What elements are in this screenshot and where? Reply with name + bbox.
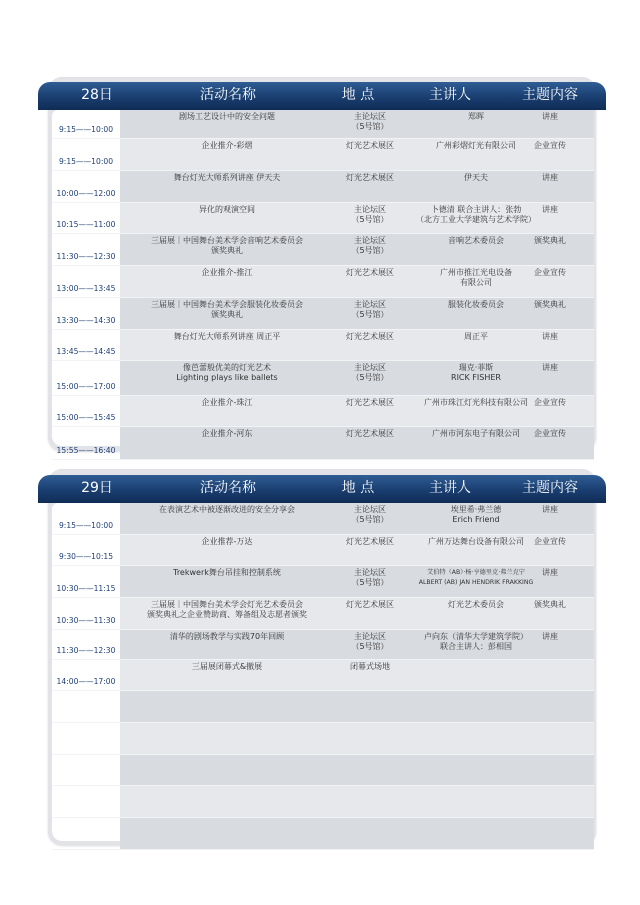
activity-name-cell <box>122 363 332 383</box>
time-slot: 13:00——13:45 <box>56 284 116 293</box>
activity-name-cell <box>122 662 332 672</box>
date-label: 29日 <box>81 480 113 496</box>
location-line: （5号馆） <box>351 215 389 224</box>
table-row <box>52 598 594 630</box>
activity-name-line: 在表演艺术中被逐渐改进的安全分享会 <box>159 505 295 514</box>
table-header-day28 <box>38 82 606 110</box>
header-speaker: 主讲人 <box>429 480 471 496</box>
activity-name-cell <box>122 398 332 408</box>
location-line: 灯光艺术展区 <box>346 173 394 182</box>
activity-name-cell <box>122 600 332 620</box>
topic-cell: 讲座 <box>542 112 558 121</box>
activity-name-line: 企业推介-珠江 <box>201 398 253 407</box>
activity-name-line: 企业推荐-万达 <box>201 537 253 546</box>
time-slot: 13:30——14:30 <box>56 316 116 325</box>
activity-name-cell <box>122 236 332 256</box>
activity-name-line: 企业推介-推江 <box>201 268 253 277</box>
activity-name-cell <box>122 300 332 320</box>
activity-name-cell <box>122 632 332 642</box>
location-line: （5号馆） <box>351 246 389 255</box>
table-row <box>52 503 594 535</box>
activity-name-line: Trekwerk舞台吊挂和控制系统 <box>173 568 281 577</box>
speaker-line: 有限公司 <box>460 278 492 287</box>
topic-cell: 讲座 <box>542 632 558 641</box>
topic-cell: 讲座 <box>542 332 558 341</box>
time-slot: 9:30——10:15 <box>58 552 114 561</box>
time-slot: 9:15——10:00 <box>58 521 114 530</box>
speaker-line: RICK FISHER <box>451 373 501 382</box>
row-background <box>120 691 594 722</box>
speaker-line: 灯光艺术委员会 <box>448 600 504 609</box>
activity-name-line: 舞台灯光大师系列讲座 伊天夫 <box>173 173 281 182</box>
speaker-line: 卢向东（清华大学建筑学院） <box>424 632 528 641</box>
location-line: （5号馆） <box>351 642 389 651</box>
topic-cell: 讲座 <box>542 205 558 214</box>
activity-name-line: 舞台灯光大师系列讲座 周正平 <box>173 332 281 341</box>
activity-name-line: 企业推介-河东 <box>201 429 253 438</box>
table-row <box>52 266 594 298</box>
table-row <box>52 818 594 850</box>
activity-name-cell <box>122 173 332 183</box>
topic-cell: 企业宣传 <box>534 141 566 150</box>
speaker-line: 伊天夫 <box>464 173 488 182</box>
speaker-line: 广州市珠江灯光科技有限公司 <box>424 398 528 407</box>
time-slot: 10:30——11:30 <box>56 616 116 625</box>
time-slot: 15:00——15:45 <box>56 413 116 422</box>
table-header-day29 <box>38 475 606 503</box>
location-line: （5号馆） <box>351 122 389 131</box>
activity-name-line: 三届展闭幕式&撤展 <box>191 662 263 671</box>
schedule-rows-day28 <box>52 110 594 460</box>
location-line: 主论坛区 <box>354 632 386 641</box>
activity-name-cell <box>122 268 332 278</box>
topic-cell: 讲座 <box>542 505 558 514</box>
table-row <box>52 427 594 460</box>
table-row <box>52 755 594 786</box>
location-line: （5号馆） <box>351 578 389 587</box>
activity-name-line: 清华的剧场教学与实践70年回顾 <box>169 632 285 641</box>
topic-cell: 颁奖典礼 <box>534 600 566 609</box>
activity-name-line: 三届展｜中国舞台美术学会灯光艺术委员会 <box>151 600 303 609</box>
speaker-line: ALBERT (AB) JAN HENDRIK FRAKKING <box>418 579 534 586</box>
table-row <box>52 234 594 266</box>
location-line: 灯光艺术展区 <box>346 600 394 609</box>
time-slot: 10:15——11:00 <box>56 220 116 229</box>
activity-name-cell <box>122 112 332 122</box>
row-background <box>120 755 594 785</box>
row-background <box>120 723 594 754</box>
activity-name-cell <box>122 332 332 342</box>
speaker-line: 广州市推江光电设备 <box>440 268 512 277</box>
activity-name-line: 三届展｜中国舞台美术学会服装化妆委员会 <box>151 300 303 309</box>
activity-name-line: 剧场工艺设计中的安全问题 <box>179 112 275 121</box>
speaker-line: 瑞克·菲斯 <box>458 363 494 372</box>
activity-name-line: 像芭蕾般优美的灯光艺术 <box>183 363 271 372</box>
location-line: （5号馆） <box>351 515 389 524</box>
table-row <box>52 171 594 203</box>
topic-cell: 颁奖典礼 <box>534 236 566 245</box>
location-line: 闭幕式场地 <box>350 662 390 671</box>
time-slot: 11:30——12:30 <box>56 646 116 655</box>
header-location: 地 点 <box>341 480 375 496</box>
topic-cell: 颁奖典礼 <box>534 300 566 309</box>
speaker-line: 广州市河东电子有限公司 <box>432 429 520 438</box>
topic-cell: 讲座 <box>542 363 558 372</box>
activity-name-line: 异化的观演空间 <box>199 205 255 214</box>
location-line: 主论坛区 <box>354 205 386 214</box>
time-slot: 9:15——10:00 <box>58 125 114 134</box>
table-row <box>52 361 594 396</box>
activity-name-cell <box>122 505 332 515</box>
time-slot: 15:55——16:40 <box>56 446 116 455</box>
time-slot: 15:00——17:00 <box>56 382 116 391</box>
location-line: 灯光艺术展区 <box>346 141 394 150</box>
location-line: 主论坛区 <box>354 300 386 309</box>
location-line: 灯光艺术展区 <box>346 537 394 546</box>
time-slot: 9:15——10:00 <box>58 157 114 166</box>
location-line: 灯光艺术展区 <box>346 429 394 438</box>
activity-name-cell <box>122 537 332 547</box>
activity-name-cell <box>122 205 332 215</box>
table-row <box>52 566 594 598</box>
speaker-line: 服装化妆委员会 <box>448 300 504 309</box>
location-cell <box>334 662 406 672</box>
speaker-line: Erich Friend <box>452 515 500 524</box>
table-row <box>52 723 594 755</box>
time-slot: 14:00——17:00 <box>56 677 116 686</box>
speaker-line: （北方工业大学建筑与艺术学院） <box>416 215 536 224</box>
location-line: 灯光艺术展区 <box>346 398 394 407</box>
table-row <box>52 630 594 660</box>
location-line: 主论坛区 <box>354 568 386 577</box>
topic-cell: 企业宣传 <box>534 398 566 407</box>
time-slot: 13:45——14:45 <box>56 347 116 356</box>
table-row <box>52 691 594 723</box>
location-line: 主论坛区 <box>354 112 386 121</box>
activity-name-line: 颁奖典礼 <box>211 310 243 319</box>
speaker-line: 卜德清 联合主讲人：张勃 <box>430 205 522 214</box>
table-row <box>52 535 594 566</box>
row-background <box>120 786 594 817</box>
speaker-line: 郑晖 <box>468 112 484 121</box>
location-line: 主论坛区 <box>354 505 386 514</box>
activity-name-cell <box>122 141 332 151</box>
header-topic: 主题内容 <box>522 87 578 103</box>
location-line: 灯光艺术展区 <box>346 268 394 277</box>
speaker-line: 周正平 <box>464 332 488 341</box>
speaker-line: 埃里希·弗兰德 <box>450 505 502 514</box>
header-speaker: 主讲人 <box>429 87 471 103</box>
speaker-line: 音响艺术委员会 <box>448 236 504 245</box>
table-row <box>52 139 594 171</box>
topic-cell: 讲座 <box>542 568 558 577</box>
table-row <box>52 203 594 234</box>
activity-name-line: 颁奖典礼 <box>211 246 243 255</box>
location-line: 灯光艺术展区 <box>346 332 394 341</box>
speaker-line: 联合主讲人：彭相国 <box>440 642 512 651</box>
topic-cell: 讲座 <box>542 173 558 182</box>
activity-name-line: 颁奖典礼之企业赞助商、筹备组及志愿者颁奖 <box>147 610 307 619</box>
header-topic: 主题内容 <box>522 480 578 496</box>
location-line: （5号馆） <box>351 373 389 382</box>
header-location: 地 点 <box>341 87 375 103</box>
topic-cell: 企业宣传 <box>534 268 566 277</box>
activity-name-line: Lighting plays like ballets <box>176 373 278 382</box>
speaker-line: 广州万达舞台设备有限公司 <box>428 537 524 546</box>
topic-cell: 企业宣传 <box>534 429 566 438</box>
activity-name-cell <box>122 429 332 439</box>
location-line: （5号馆） <box>351 310 389 319</box>
time-slot: 10:00——12:00 <box>56 189 116 198</box>
activity-name-cell <box>122 568 332 578</box>
header-activity-name: 活动名称 <box>200 480 256 496</box>
row-background <box>120 818 594 849</box>
speaker-line: 广州彩熠灯光有限公司 <box>436 141 516 150</box>
speaker-line: 艾伯特（AB）·杨·亨德里克·弗兰克宁 <box>427 569 525 576</box>
schedule-rows-day29 <box>52 503 594 850</box>
activity-name-line: 三届展｜中国舞台美术学会音响艺术委员会 <box>151 236 303 245</box>
table-row <box>52 396 594 427</box>
table-row <box>52 110 594 139</box>
table-row <box>52 330 594 361</box>
location-line: 主论坛区 <box>354 363 386 372</box>
table-row <box>52 298 594 330</box>
time-slot: 10:30——11:15 <box>56 584 116 593</box>
location-line: 主论坛区 <box>354 236 386 245</box>
table-row <box>52 786 594 818</box>
activity-name-line: 企业推介-彩熠 <box>201 141 253 150</box>
topic-cell: 企业宣传 <box>534 537 566 546</box>
date-label: 28日 <box>81 87 113 103</box>
header-activity-name: 活动名称 <box>200 87 256 103</box>
time-slot: 11:30——12:30 <box>56 252 116 261</box>
table-row <box>52 660 594 691</box>
